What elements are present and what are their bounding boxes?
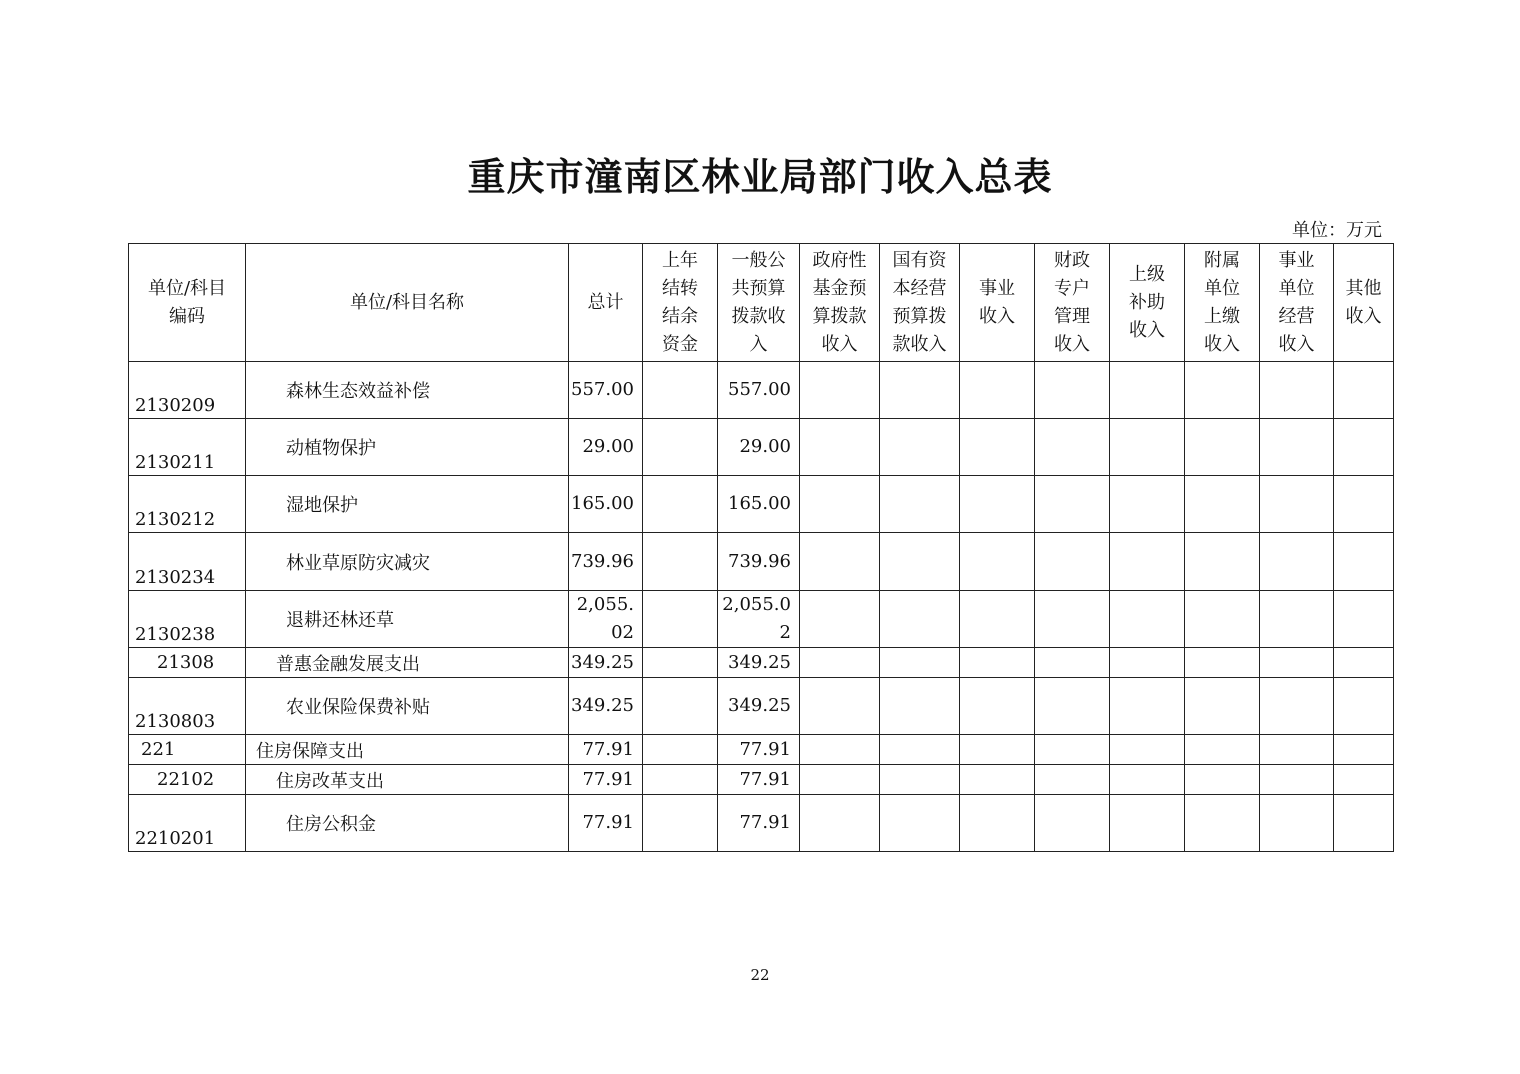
- cell-code: 221: [129, 735, 246, 765]
- cell-name: 湿地保护: [246, 476, 569, 533]
- cell-general: 77.91: [718, 765, 800, 795]
- cell-name: 住房保障支出: [246, 735, 569, 765]
- header-name: 单位/科目名称: [246, 244, 569, 362]
- cell-general: 165.00: [718, 476, 800, 533]
- income-table: [128, 243, 1394, 852]
- header-code: 单位/科目编码: [129, 244, 246, 362]
- unit-label: 单位：万元: [1292, 220, 1382, 241]
- cell-name: 森林生态效益补偿: [246, 362, 569, 419]
- page-number: 22: [750, 966, 770, 984]
- header-general: 一般公共预算拨款收入: [718, 244, 800, 362]
- header-total: 总计: [569, 244, 643, 362]
- cell-general: 29.00: [718, 419, 800, 476]
- cell-name: 动植物保护: [246, 419, 569, 476]
- cell-name: 林业草原防灾减灾: [246, 533, 569, 591]
- cell-total: 77.91: [569, 765, 643, 795]
- cell-code: 2210201: [129, 795, 246, 852]
- cell-total: 2,055.02: [569, 591, 643, 648]
- cell-name: 住房公积金: [246, 795, 569, 852]
- header-affiliated: 附属单位上缴收入: [1185, 244, 1260, 362]
- table-row: [129, 533, 1394, 591]
- header-operating: 事业单位经营收入: [1260, 244, 1334, 362]
- table-row: [129, 735, 1394, 765]
- cell-name: 住房改革支出: [246, 765, 569, 795]
- cell-code: 2130234: [129, 533, 246, 591]
- cell-name: 农业保险保费补贴: [246, 678, 569, 735]
- table-row: [129, 795, 1394, 852]
- cell-total: 165.00: [569, 476, 643, 533]
- cell-code: 2130209: [129, 362, 246, 419]
- cell-total: 77.91: [569, 735, 643, 765]
- cell-code: 22102: [129, 765, 246, 795]
- cell-code: 21308: [129, 648, 246, 678]
- table-row: [129, 678, 1394, 735]
- cell-code: 2130211: [129, 419, 246, 476]
- cell-total: 349.25: [569, 648, 643, 678]
- table-row: [129, 419, 1394, 476]
- cell-code: 2130803: [129, 678, 246, 735]
- header-govfund: 政府性基金预算拨款收入: [800, 244, 880, 362]
- header-other: 其他收入: [1334, 244, 1394, 362]
- cell-general: 77.91: [718, 735, 800, 765]
- cell-total: 739.96: [569, 533, 643, 591]
- table-row: [129, 476, 1394, 533]
- header-row: [129, 244, 1394, 362]
- header-special: 财政专户管理收入: [1035, 244, 1110, 362]
- header-carryover: 上年结转结余资金: [643, 244, 718, 362]
- cell-code: 2130212: [129, 476, 246, 533]
- table-row: [129, 362, 1394, 419]
- cell-name: 退耕还林还草: [246, 591, 569, 648]
- cell-general: 739.96: [718, 533, 800, 591]
- cell-total: 557.00: [569, 362, 643, 419]
- cell-total: 29.00: [569, 419, 643, 476]
- cell-general: 77.91: [718, 795, 800, 852]
- header-stateop: 国有资本经营预算拨款收入: [880, 244, 960, 362]
- table-row: [129, 648, 1394, 678]
- cell-code: 2130238: [129, 591, 246, 648]
- header-subsidy: 上级补助收入: [1110, 244, 1185, 362]
- cell-total: 77.91: [569, 795, 643, 852]
- cell-total: 349.25: [569, 678, 643, 735]
- table-row: [129, 765, 1394, 795]
- cell-general: 349.25: [718, 678, 800, 735]
- cell-general: 557.00: [718, 362, 800, 419]
- cell-name: 普惠金融发展支出: [246, 648, 569, 678]
- cell-general: 2,055.02: [718, 591, 800, 648]
- cell-general: 349.25: [718, 648, 800, 678]
- table-row: [129, 591, 1394, 648]
- page-title: 重庆市潼南区林业局部门收入总表: [467, 154, 1053, 199]
- header-business: 事业收入: [960, 244, 1035, 362]
